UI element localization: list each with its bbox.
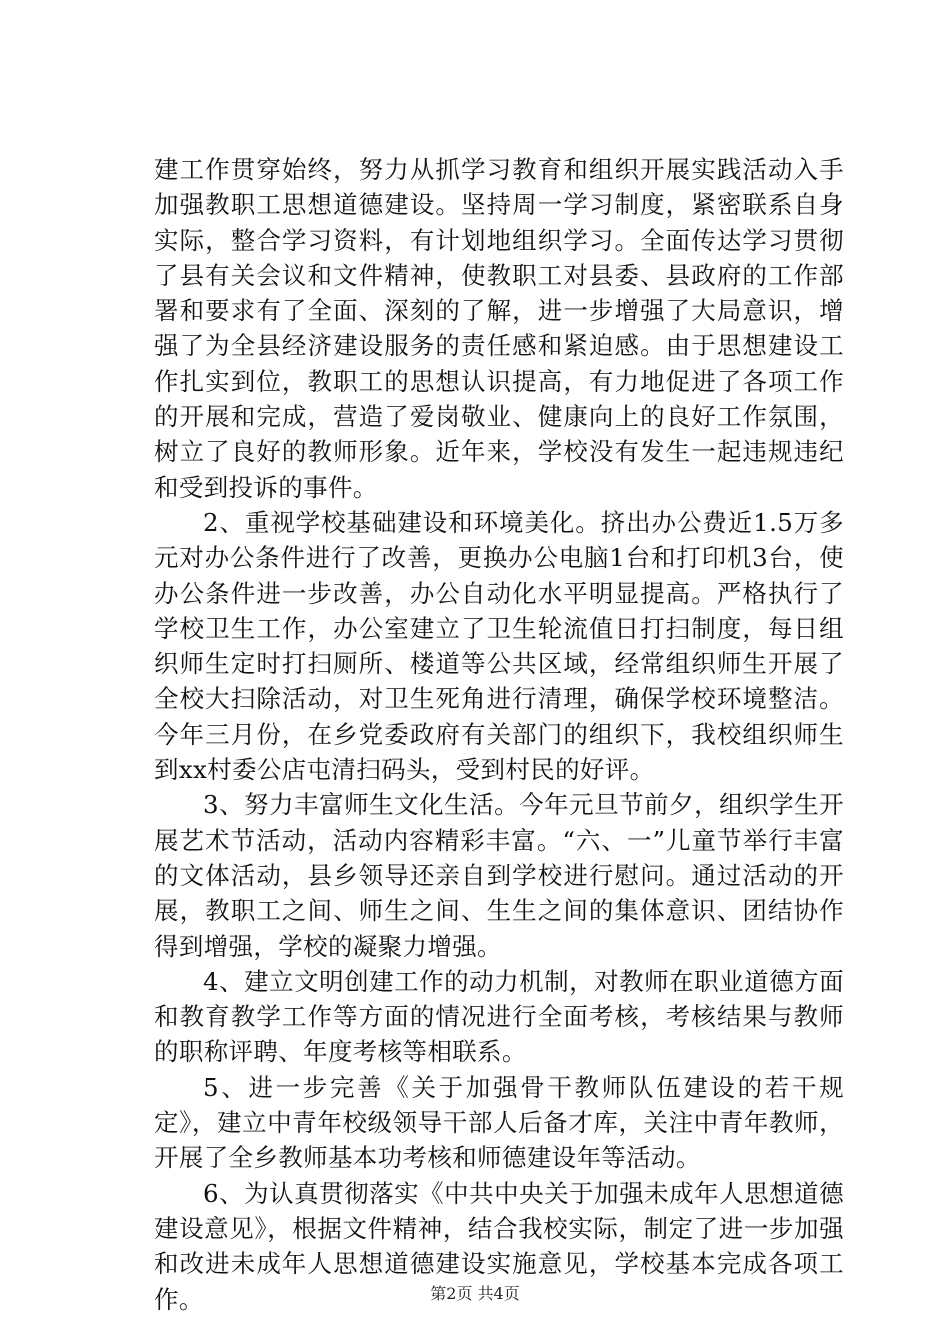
paragraph-item-6: 6、为认真贯彻落实《中共中央关于加强未成年人思想道德建设意见》，根据文件精神，结合我校实际，制定了进一步加强和改进未成年人思想道德建设实施意见，学校基本完成各项工作。: [154, 1178, 844, 1314]
paragraph-item-2: 2、重视学校基础建设和环境美化。挤出办公费近1.5万多元对办公条件进行了改善，更换办公电脑1台和打印机3台，使办公条件进一步改善，办公自动化水平明显提高。严格执行了学校卫生工作，办公室建立了卫生轮流值日打扫制度，每日组织师生定时打扫厕所、楼道等公共区域，经常组织师生开展了全校大扫除活动，对卫生死角进行清理，确保学校环境整洁。今年三月份，在乡党委政府有关部门的组织下，我校组织师生到xx村委公店屯清扫码头，受到村民的好评。: [154, 507, 844, 785]
paragraph-item-3: 3、努力丰富师生文化生活。今年元旦节前夕，组织学生开展艺术节活动，活动内容精彩丰富。“六、一”儿童节举行丰富的文体活动，县乡领导还亲自到学校进行慰问。通过活动的开展，教职工之间、师生之间、生生之间的集体意识、团结协作得到增强，学校的凝聚力增强。: [154, 790, 844, 961]
paragraph-continuation: 建工作贯穿始终，努力从抓学习教育和组织开展实践活动入手加强教职工思想道德建设。坚持周一学习制度，紧密联系自身实际，整合学习资料，有计划地组织学习。全面传达学习贯彻了县有关会议和文件精神，使教职工对县委、县政府的工作部署和要求有了全面、深刻的了解，进一步增强了大局意识，增强了为全县经济建设服务的责任感和紧迫感。由于思想建设工作扎实到位，教职工的思想认识提高，有力地促进了各项工作的开展和完成，营造了爱岗敬业、健康向上的良好工作氛围，树立了良好的教师形象。近年来，学校没有发生一起违规违纪和受到投诉的事件。: [154, 155, 844, 502]
paragraph-item-5: 5、进一步完善《关于加强骨干教师队伍建设的若干规定》，建立中青年校级领导干部人后备才库，关注中青年教师，开展了全乡教师基本功考核和师德建设年等活动。: [154, 1072, 844, 1173]
paragraph-item-4: 4、建立文明创建工作的动力机制，对教师在职业道德方面和教育教学工作等方面的情况进行全面考核，考核结果与教师的职称评聘、年度考核等相联系。: [154, 966, 844, 1067]
page-number-footer: 第2页 共4页: [430, 1284, 520, 1303]
document-body: [154, 152, 844, 1317]
